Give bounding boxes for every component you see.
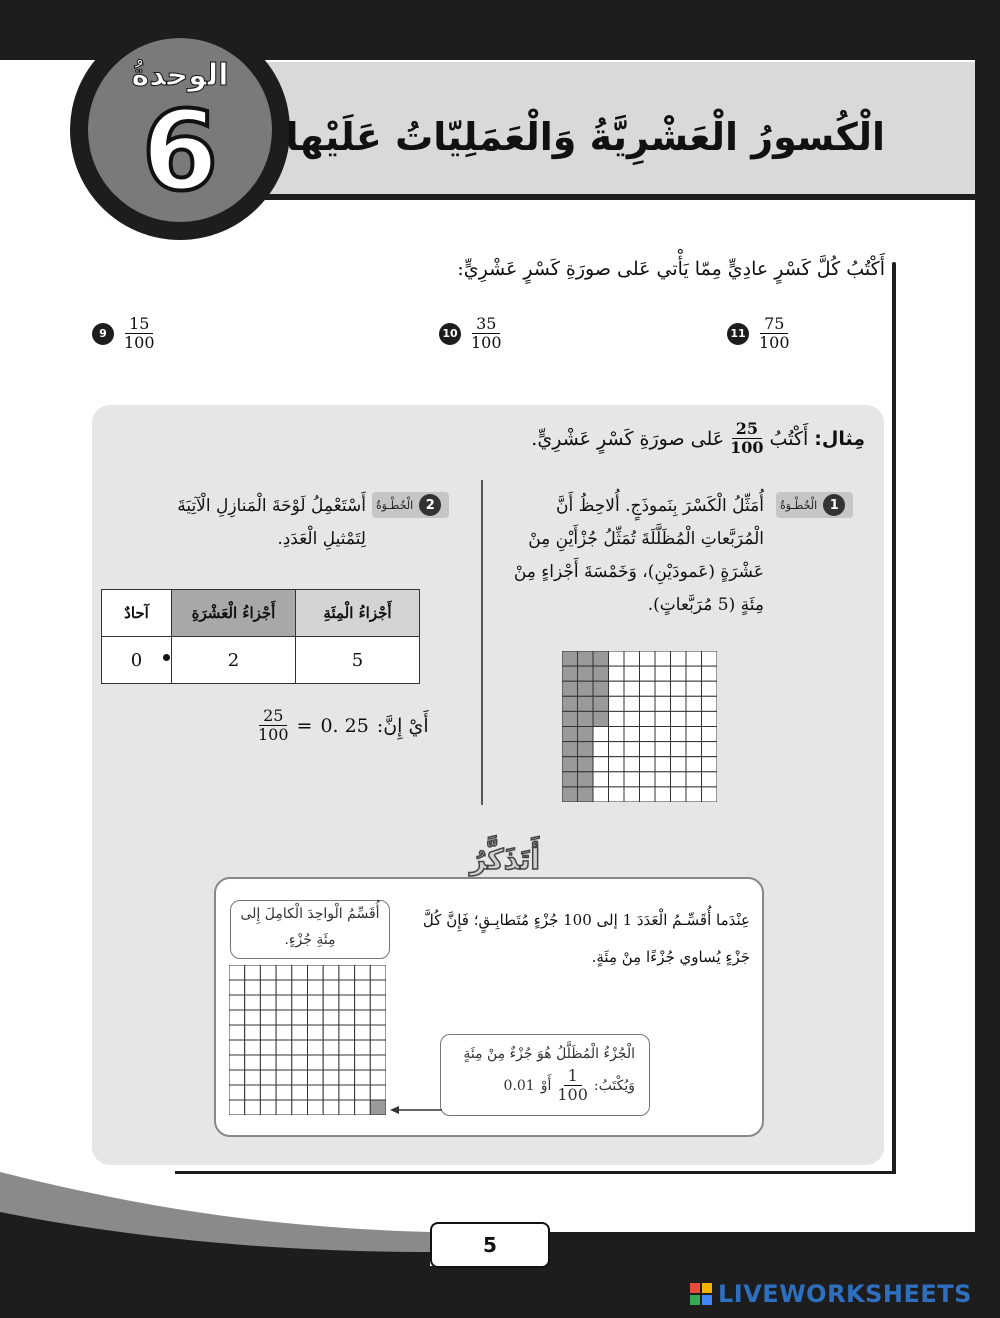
grid-cell xyxy=(671,681,687,696)
grid-cell xyxy=(245,980,261,995)
fraction xyxy=(759,315,790,352)
exercise-item-11[interactable] xyxy=(727,315,790,352)
item-number-badge: 9 xyxy=(92,323,114,345)
exercise-item-10[interactable] xyxy=(439,315,502,352)
step-tag-label: الْخُطْـوَةُ xyxy=(376,498,414,512)
grid-cell xyxy=(686,727,702,742)
grid-cell xyxy=(323,965,339,980)
numerator: 15 xyxy=(125,315,153,334)
example-result xyxy=(258,707,429,744)
grid-cell xyxy=(229,1040,245,1055)
denominator: 100 xyxy=(557,1085,588,1104)
grid-cell xyxy=(686,651,702,666)
header-ones: آحادٌ xyxy=(102,590,172,637)
grid-cell xyxy=(624,666,640,681)
grid-cell xyxy=(640,696,656,711)
grid-cell xyxy=(640,666,656,681)
grid-cell xyxy=(370,1025,386,1040)
grid-cell xyxy=(686,757,702,772)
grid-cell xyxy=(308,1010,324,1025)
grid-cell xyxy=(702,681,718,696)
grid-cell xyxy=(292,1055,308,1070)
grid-cell xyxy=(260,1070,276,1085)
grid-cell-shaded xyxy=(562,681,578,696)
grid-cell xyxy=(229,1025,245,1040)
cell-tenths: 2 xyxy=(172,637,296,684)
grid-cell xyxy=(624,757,640,772)
grid-cell-shaded xyxy=(562,742,578,757)
grid-cell xyxy=(308,980,324,995)
grid-cell xyxy=(323,995,339,1010)
grid-cell xyxy=(702,711,718,726)
result-fraction xyxy=(258,707,289,744)
result-prefix: أَيْ إِنَّ: xyxy=(376,714,429,737)
grid-cell xyxy=(671,757,687,772)
grid-cell xyxy=(671,742,687,757)
grid-cell xyxy=(593,727,609,742)
grid-cell xyxy=(355,965,371,980)
grid-cell-shaded xyxy=(593,666,609,681)
grid-cell xyxy=(671,666,687,681)
grid-cell-shaded xyxy=(562,772,578,787)
grid-cell xyxy=(671,696,687,711)
grid-cell xyxy=(624,696,640,711)
grid-cell xyxy=(260,1100,276,1115)
grid-cell xyxy=(702,772,718,787)
grid-cell xyxy=(292,1025,308,1040)
grid-cell xyxy=(640,787,656,802)
grid-cell xyxy=(292,980,308,995)
grid-cell-shaded xyxy=(562,666,578,681)
grid-cell xyxy=(339,1100,355,1115)
callout-line-1: الْجُزْءُ الْمُظَلَّلُ هُوَ جُزْءٌ مِنْ مِئَةٍ xyxy=(463,1046,635,1062)
grid-cell xyxy=(609,696,625,711)
table-header-row xyxy=(102,590,420,637)
grid-cell xyxy=(655,742,671,757)
grid-cell xyxy=(655,787,671,802)
grid-cell-shaded xyxy=(562,696,578,711)
grid-cell xyxy=(686,787,702,802)
grid-cell xyxy=(655,757,671,772)
grid-cell xyxy=(702,742,718,757)
header-hundredths: أَجْزاءُ الْمِئَةِ xyxy=(296,590,420,637)
grid-cell xyxy=(609,666,625,681)
grid-cell xyxy=(245,1040,261,1055)
grid-cell xyxy=(640,727,656,742)
grid-cell xyxy=(229,965,245,980)
grid-cell xyxy=(276,1100,292,1115)
grid-cell xyxy=(229,1055,245,1070)
grid-cell xyxy=(655,727,671,742)
grid-cell xyxy=(609,787,625,802)
grid-cell xyxy=(260,1055,276,1070)
callout-divide-whole: أُقَسِّمُ الْواحِدَ الْكامِلَ إِلى مِئَةِ جُزْءٍ. xyxy=(230,900,390,959)
grid-cell xyxy=(245,1055,261,1070)
liveworksheets-logo-icon xyxy=(690,1283,712,1305)
grid-cell xyxy=(355,1025,371,1040)
grid-cell-shaded xyxy=(562,727,578,742)
grid-cell xyxy=(686,696,702,711)
result-decimal: 0. 25 xyxy=(320,714,369,737)
denominator: 100 xyxy=(759,333,790,352)
grid-cell xyxy=(323,1055,339,1070)
grid-cell xyxy=(370,980,386,995)
grid-cell xyxy=(245,1070,261,1085)
cell-ones: 0 xyxy=(102,637,172,684)
example-label: مِثال: xyxy=(814,427,865,450)
grid-cell xyxy=(686,772,702,787)
liveworksheets-watermark xyxy=(690,1280,972,1308)
fraction xyxy=(124,315,155,352)
grid-cell-shaded xyxy=(593,696,609,711)
callout-prefix: وَيُكْتَبُ: xyxy=(593,1077,635,1094)
grid-cell xyxy=(609,757,625,772)
item-number-badge: 10 xyxy=(439,323,461,345)
grid-cell xyxy=(593,757,609,772)
grid-cell xyxy=(229,1100,245,1115)
example-heading xyxy=(531,420,865,457)
grid-cell xyxy=(260,995,276,1010)
grid-cell xyxy=(655,651,671,666)
step-1-tag xyxy=(776,492,853,518)
grid-cell xyxy=(276,1085,292,1100)
grid-cell-shaded xyxy=(578,681,594,696)
unit-label: الوحدةُ xyxy=(131,58,229,93)
grid-cell xyxy=(655,666,671,681)
grid-cell xyxy=(624,727,640,742)
grid-cell xyxy=(245,1025,261,1040)
grid-cell xyxy=(308,995,324,1010)
right-dark-band xyxy=(975,0,1000,1318)
grid-cell xyxy=(229,980,245,995)
grid-cell xyxy=(260,1010,276,1025)
brand-text: LIVEWORKSHEETS xyxy=(718,1280,972,1308)
step-2-text: أَسْتَعْمِلُ لَوْحَةَ الْمَنازِلِ الْآتِيَةَ لِتَمْثيلِ الْعَدَدِ. xyxy=(177,496,366,549)
grid-cell xyxy=(260,980,276,995)
grid-cell xyxy=(624,681,640,696)
numerator: 75 xyxy=(760,315,788,334)
grid-cell xyxy=(624,787,640,802)
grid-cell xyxy=(245,965,261,980)
grid-cell xyxy=(276,1070,292,1085)
grid-cell xyxy=(624,711,640,726)
grid-cell xyxy=(609,772,625,787)
grid-cell xyxy=(308,1100,324,1115)
grid-cell xyxy=(671,727,687,742)
grid-cell xyxy=(276,1010,292,1025)
grid-cell xyxy=(355,995,371,1010)
grid-cell xyxy=(671,787,687,802)
example-text-after: عَلى صورَةِ كَسْرٍ عَشْرِيٍّ. xyxy=(531,427,725,450)
grid-cell xyxy=(292,1100,308,1115)
grid-cell xyxy=(292,1010,308,1025)
grid-cell xyxy=(276,1040,292,1055)
result-equals: = xyxy=(296,714,313,737)
grid-cell xyxy=(339,1040,355,1055)
page-number: 5 xyxy=(430,1222,550,1268)
exercise-instruction: أَكْتُبُ كُلَّ كَسْرٍ عادِيٍّ مِمّا يَأْتي عَلى صورَةِ كَسْرٍ عَشْرِيٍّ: xyxy=(457,258,885,280)
grid-cell xyxy=(308,965,324,980)
grid-cell xyxy=(260,1025,276,1040)
grid-cell xyxy=(702,696,718,711)
grid-cell xyxy=(655,696,671,711)
step-number: 1 xyxy=(823,494,845,516)
grid-cell xyxy=(292,1040,308,1055)
item-number-badge: 11 xyxy=(727,323,749,345)
grid-cell-shaded xyxy=(593,711,609,726)
grid-cell xyxy=(323,1040,339,1055)
grid-cell-shaded xyxy=(562,757,578,772)
grid-cell xyxy=(702,666,718,681)
grid-cell xyxy=(702,651,718,666)
grid-cell xyxy=(339,1025,355,1040)
grid-cell xyxy=(339,965,355,980)
header-tenths: أَجْزاءُ الْعَشْرَةِ xyxy=(172,590,296,637)
grid-cell xyxy=(686,681,702,696)
grid-cell xyxy=(245,1010,261,1025)
hundred-grid-model xyxy=(562,651,717,802)
grid-cell xyxy=(671,651,687,666)
grid-cell xyxy=(339,1010,355,1025)
grid-cell xyxy=(339,1055,355,1070)
grid-cell xyxy=(609,681,625,696)
decimal-point-dot xyxy=(163,654,170,661)
grid-cell xyxy=(593,787,609,802)
grid-cell xyxy=(686,742,702,757)
grid-cell xyxy=(655,711,671,726)
step-1-text: أُمَثِّلُ الْكَسْرَ بِنَموذَجٍ. أُلاحِظُ أَنَّ الْمُرَبَّعاتِ الْمُظَلَّلَةَ تُمَثِّلُ جُزْأَيْنِ مِنْ عَشْرَةٍ (عَمودَيْنِ)، وَخَمْسَةَ أَجْزاءٍ مِنْ مِئَةٍ (5 مُرَبَّعاتٍ). xyxy=(513,496,764,615)
grid-cell xyxy=(229,1070,245,1085)
grid-cell xyxy=(308,1025,324,1040)
grid-cell xyxy=(355,1055,371,1070)
grid-cell xyxy=(339,1085,355,1100)
numerator: 1 xyxy=(564,1067,582,1086)
grid-cell xyxy=(702,757,718,772)
grid-cell-shaded xyxy=(562,711,578,726)
exercise-item-9[interactable] xyxy=(92,315,155,352)
grid-cell xyxy=(702,727,718,742)
grid-cell xyxy=(276,1025,292,1040)
grid-cell xyxy=(686,711,702,726)
grid-cell xyxy=(229,1085,245,1100)
grid-cell-shaded xyxy=(578,742,594,757)
grid-cell xyxy=(339,980,355,995)
grid-cell-shaded xyxy=(370,1100,386,1115)
cell-hundredths: 5 xyxy=(296,637,420,684)
grid-cell xyxy=(355,1010,371,1025)
grid-cell-shaded xyxy=(562,651,578,666)
grid-cell xyxy=(245,1085,261,1100)
grid-cell-shaded xyxy=(578,757,594,772)
grid-cell xyxy=(323,1100,339,1115)
grid-cell xyxy=(355,1085,371,1100)
grid-cell xyxy=(339,995,355,1010)
grid-cell xyxy=(609,727,625,742)
grid-cell xyxy=(308,1040,324,1055)
grid-cell xyxy=(276,980,292,995)
numerator: 25 xyxy=(259,707,287,726)
grid-cell xyxy=(370,995,386,1010)
remember-text: عِنْدَما أُقَسِّـمُ الْعَدَدَ 1 إلى 100 جُزْءٍ مُتَطابِـقٍ؛ فَإِنَّ كُلَّ جَزْءٍ يُساوي جُزْءًا مِنْ مِئَةٍ. xyxy=(422,911,750,966)
denominator: 100 xyxy=(124,333,155,352)
grid-cell xyxy=(355,1100,371,1115)
pointer-arrow-icon xyxy=(390,1103,442,1117)
grid-cell xyxy=(276,1055,292,1070)
grid-cell xyxy=(355,980,371,995)
grid-cell xyxy=(339,1070,355,1085)
grid-cell-shaded xyxy=(578,772,594,787)
grid-cell-shaded xyxy=(593,651,609,666)
step-tag-label: الْخُطْـوَةُ xyxy=(780,498,818,512)
grid-cell xyxy=(640,772,656,787)
remember-title: أَتَذَكَّرُ xyxy=(470,843,540,876)
denominator: 100 xyxy=(471,333,502,352)
denominator: 100 xyxy=(730,438,764,457)
grid-cell-shaded xyxy=(578,651,594,666)
grid-cell xyxy=(640,681,656,696)
callout-or: أَوْ xyxy=(540,1077,552,1094)
callout-fraction xyxy=(557,1067,588,1104)
grid-cell xyxy=(323,1070,339,1085)
grid-cell xyxy=(292,1085,308,1100)
grid-cell xyxy=(640,742,656,757)
example-fraction xyxy=(730,420,763,457)
table-row xyxy=(102,637,420,684)
denominator: 100 xyxy=(258,725,289,744)
grid-cell xyxy=(308,1085,324,1100)
grid-cell xyxy=(370,1010,386,1025)
grid-cell xyxy=(276,995,292,1010)
steps-divider xyxy=(481,480,483,805)
grid-cell xyxy=(355,1070,371,1085)
grid-cell xyxy=(292,1070,308,1085)
grid-cell xyxy=(686,666,702,681)
hundred-grid-one-shaded xyxy=(229,965,386,1115)
grid-cell xyxy=(323,1085,339,1100)
numerator: 25 xyxy=(732,420,762,439)
grid-cell xyxy=(292,995,308,1010)
grid-cell xyxy=(655,681,671,696)
grid-cell xyxy=(671,772,687,787)
grid-cell xyxy=(260,1085,276,1100)
grid-cell xyxy=(624,742,640,757)
grid-cell xyxy=(593,742,609,757)
grid-cell xyxy=(229,1010,245,1025)
grid-cell-shaded xyxy=(578,696,594,711)
grid-cell-shaded xyxy=(578,666,594,681)
grid-cell xyxy=(655,772,671,787)
grid-cell xyxy=(370,965,386,980)
grid-cell xyxy=(323,1025,339,1040)
step-number: 2 xyxy=(419,494,441,516)
grid-cell xyxy=(323,980,339,995)
grid-cell xyxy=(355,1040,371,1055)
grid-cell xyxy=(323,1010,339,1025)
grid-cell-shaded xyxy=(578,711,594,726)
grid-cell-shaded xyxy=(593,681,609,696)
callout-shaded-part xyxy=(440,1034,650,1116)
grid-cell-shaded xyxy=(562,787,578,802)
grid-cell-shaded xyxy=(578,727,594,742)
numerator: 35 xyxy=(472,315,500,334)
grid-cell xyxy=(593,772,609,787)
grid-cell xyxy=(624,651,640,666)
grid-cell xyxy=(245,1100,261,1115)
grid-cell xyxy=(640,651,656,666)
grid-cell xyxy=(370,1055,386,1070)
header-underline xyxy=(150,194,975,200)
place-value-table xyxy=(101,589,420,684)
callout-line-2 xyxy=(451,1067,635,1104)
step-2-tag xyxy=(372,492,449,518)
grid-cell xyxy=(308,1070,324,1085)
grid-cell xyxy=(245,995,261,1010)
page-title: الْكُسورُ الْعَشْرِيَّةُ وَالْعَمَلِيّاتُ عَلَيْها xyxy=(285,115,885,159)
grid-cell xyxy=(671,711,687,726)
grid-cell xyxy=(370,1070,386,1085)
grid-cell xyxy=(260,1040,276,1055)
unit-number: 6 xyxy=(141,87,219,215)
grid-cell xyxy=(260,965,276,980)
example-text-before: أَكْتُبُ xyxy=(769,427,809,450)
grid-cell xyxy=(609,651,625,666)
grid-cell xyxy=(624,772,640,787)
grid-cell xyxy=(229,995,245,1010)
grid-cell xyxy=(640,711,656,726)
grid-cell-shaded xyxy=(578,787,594,802)
callout-decimal: 0.01 xyxy=(503,1077,535,1094)
frame-right-line xyxy=(892,262,896,1174)
fraction xyxy=(471,315,502,352)
grid-cell xyxy=(609,742,625,757)
grid-cell xyxy=(609,711,625,726)
grid-cell xyxy=(702,787,718,802)
grid-cell xyxy=(276,965,292,980)
grid-cell xyxy=(308,1055,324,1070)
grid-cell xyxy=(370,1085,386,1100)
grid-cell xyxy=(370,1040,386,1055)
grid-cell xyxy=(640,757,656,772)
grid-cell xyxy=(292,965,308,980)
